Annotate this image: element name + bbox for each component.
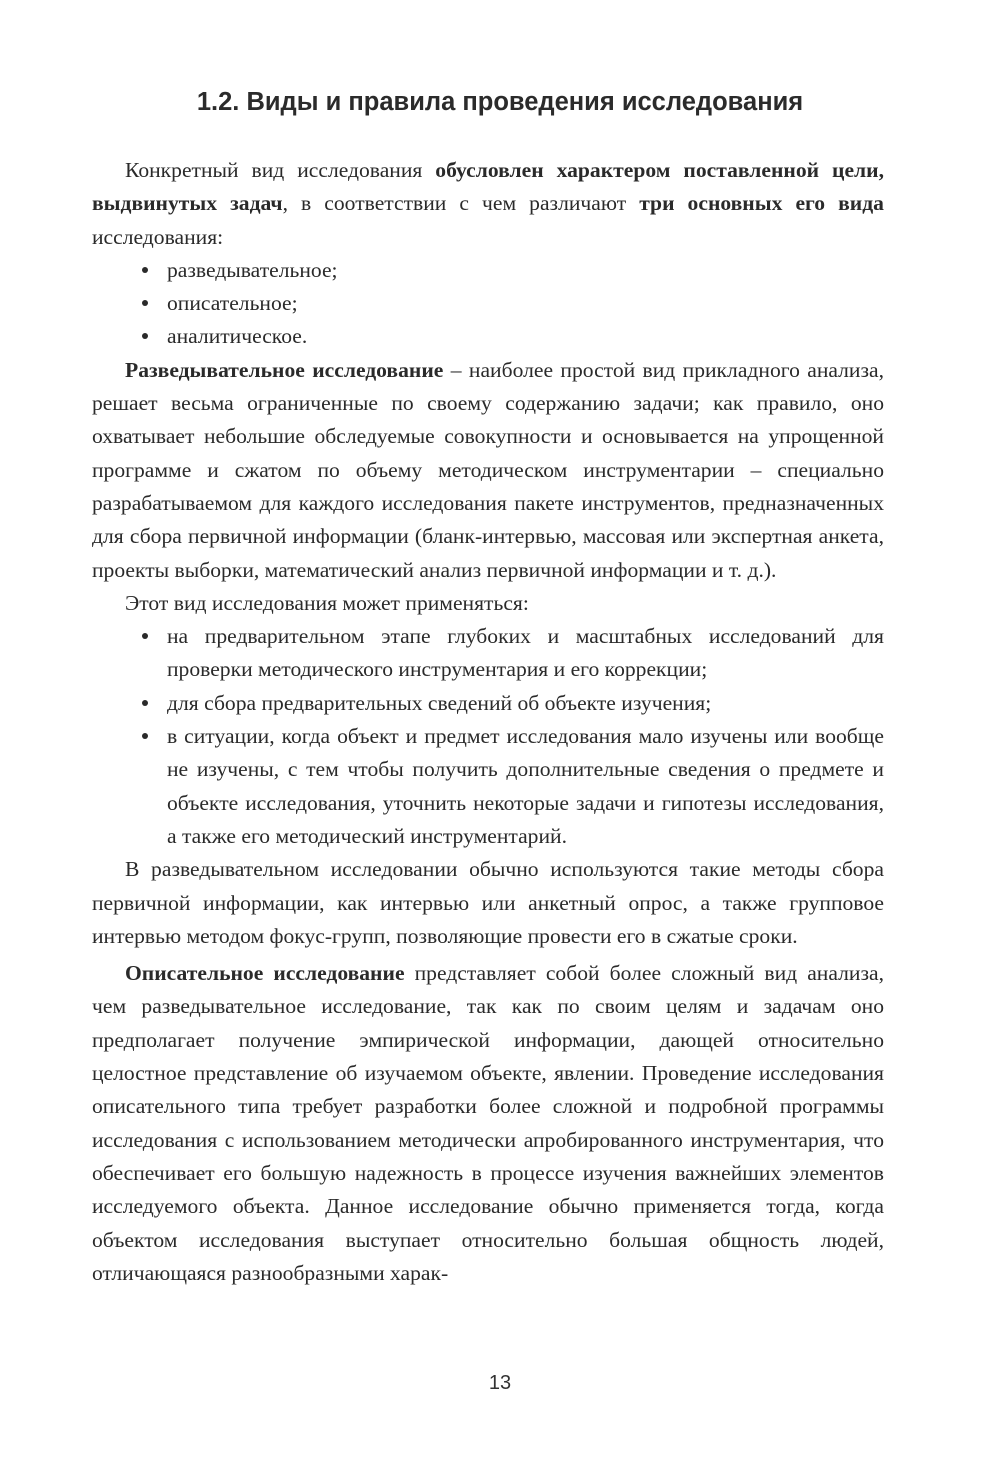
list-item: описательное; (92, 287, 884, 320)
exploratory-paragraph (92, 354, 884, 587)
list-item: аналитическое. (92, 320, 884, 353)
descriptive-text: представляет собой более сложный вид анализа, чем разведывательное исследование, так как по своим целям и задачам оно предполагает получение эмпирической информации, дающей относительно целостное представление об изучаемом объекте, явлении. Проведение исследования описательного типа требует разработки более сложной и подробной программы исследования с использованием методически апробированного инструментария, что обеспечивает его большую надежность в процессе изучения важнейших элементов исследуемого объекта. Данное исследование обычно применяется тогда, когда объектом исследования выступает относительно большая общность людей, отличающаяся разнообразными харак- (92, 961, 884, 1285)
intro-text-2: , в соответствии с чем различают (282, 191, 640, 216)
exploratory-term: Разведывательное исследование (125, 357, 444, 382)
research-types-list (92, 254, 884, 354)
intro-text-1: Конкретный вид исследования (125, 158, 436, 182)
applicability-list (92, 620, 884, 853)
list-item: разведывательное; (92, 254, 884, 287)
descriptive-term: Описательное исследование (125, 961, 405, 986)
page-number: 13 (488, 1372, 512, 1394)
methods-paragraph: В разведывательном исследовании обычно используются такие методы сбора первичной информации, как интервью или анкетный опрос, а также групповое интервью методом фокус-групп, позволяющие провести его в сжатые сроки. (92, 857, 884, 948)
list-item: в ситуации, когда объект и предмет исследования мало изучены или вообще не изучены, с тем чтобы получить дополнительные сведения о предмете и объекте исследования, уточнить некоторые задачи и гипотезы исследования, а также его методический инструментарий. (92, 720, 884, 853)
intro-bold-2: три основных его вида (639, 191, 884, 216)
intro-text-3: исследования: (92, 224, 224, 249)
exploratory-text: – наиболее простой вид прикладного анализа, решает весьма ограниченные по своему содержанию задачи; как правило, оно охватывает небольшие обследуемые совокупности и основывается на упрощенной программе и сжатом по объему методическом инструментарии – специально разрабатываемом для каждого исследования пакете инструментов, предназначенных для сбора первичной информации (бланк-интервью, массовая или экспертная анкета, проекты выборки, математический анализ первичной информации и т. д.). (92, 357, 884, 582)
applicability-intro: Этот вид исследования может применяться: (125, 590, 529, 615)
descriptive-paragraph (92, 957, 884, 1290)
section-heading: 1.2. Виды и правила проведения исследования (196, 88, 804, 116)
body-text (92, 154, 884, 1290)
intro-bold-1: обусловлен характером поставленной цели, выдвинутых задач (92, 158, 884, 216)
list-item: на предварительном этапе глубоких и масштабных исследований для проверки методического инструментария и его коррекции; (92, 620, 884, 687)
list-item: для сбора предварительных сведений об объекте изучения; (92, 687, 884, 720)
intro-paragraph (92, 154, 884, 254)
